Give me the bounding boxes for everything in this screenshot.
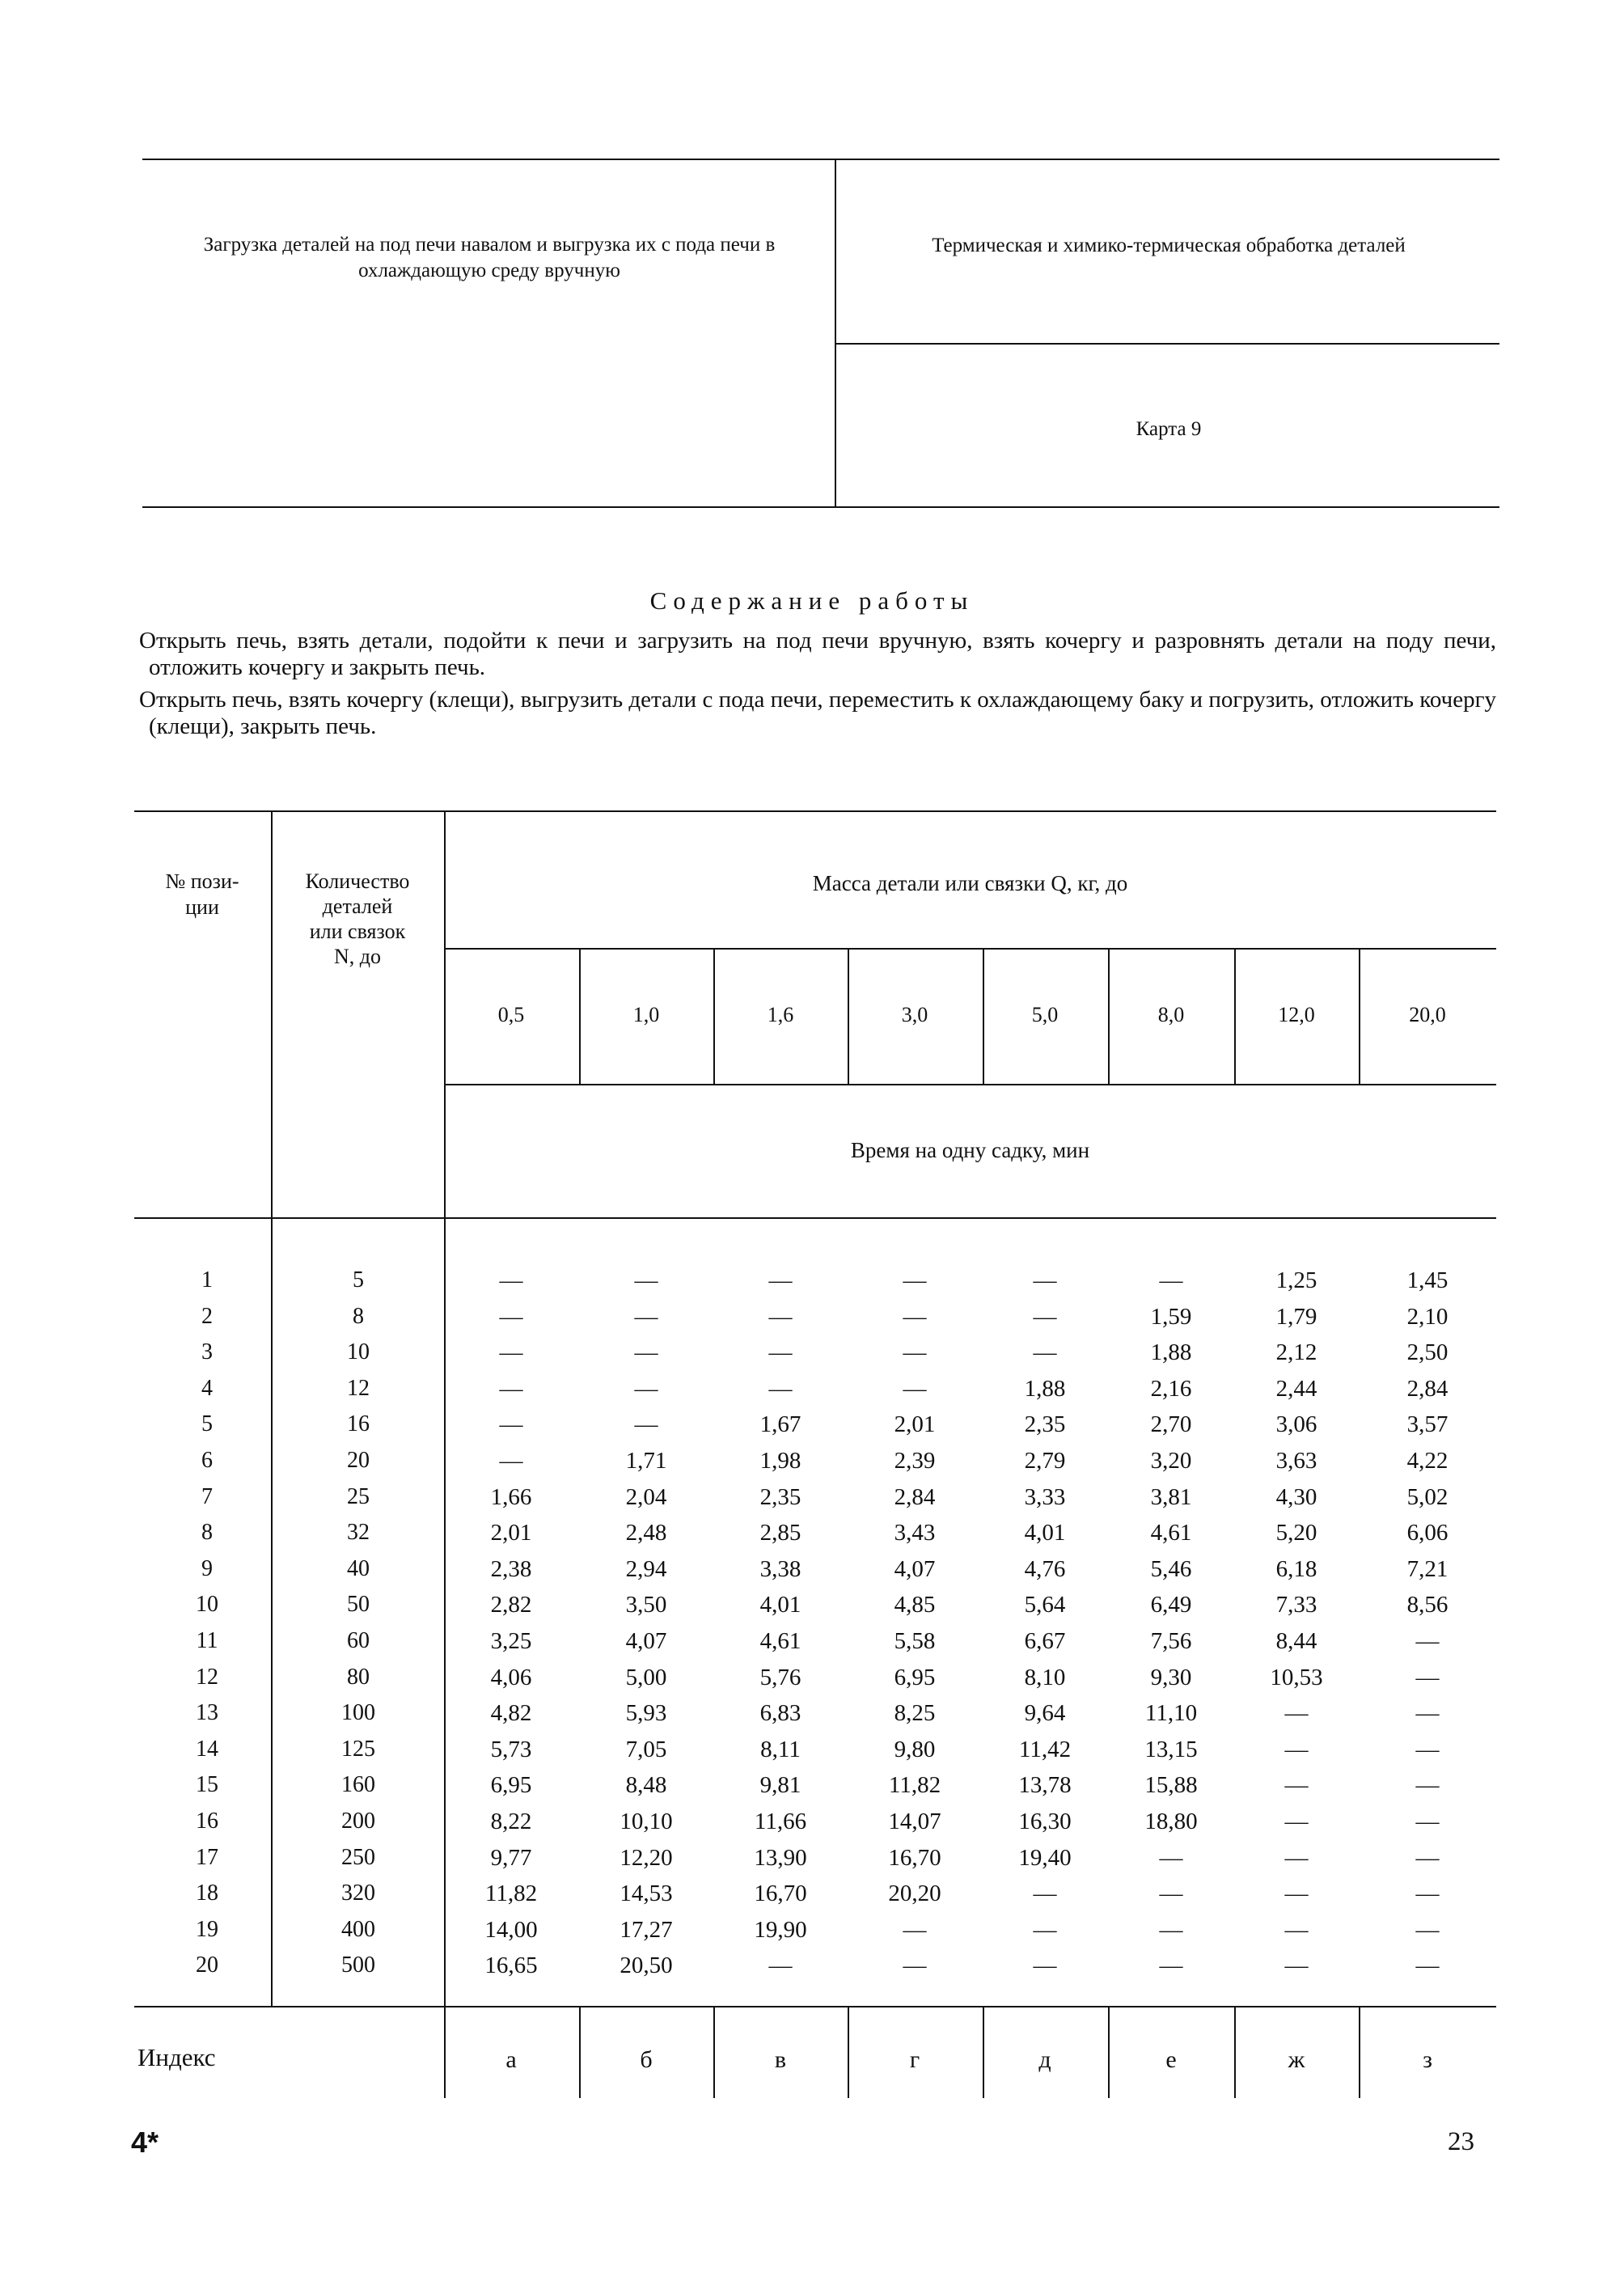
time-value-cell: 2,44 xyxy=(1275,1376,1317,1402)
time-value-cell: — xyxy=(1284,1952,1309,1978)
time-value-cell: 7,56 xyxy=(1150,1628,1192,1654)
row-position: 12 xyxy=(196,1665,218,1690)
row-position: 11 xyxy=(196,1628,218,1653)
time-value-cell: 3,33 xyxy=(1024,1484,1066,1510)
time-value-cell: 11,82 xyxy=(484,1881,538,1906)
time-value-cell: 2,16 xyxy=(1150,1376,1192,1402)
time-value-cell: 2,50 xyxy=(1406,1339,1448,1365)
time-value-cell: — xyxy=(634,1304,658,1330)
row-position: 5 xyxy=(201,1411,213,1436)
table-body-bottom-rule xyxy=(134,2006,1496,2007)
page-number: 23 xyxy=(1448,2127,1474,2156)
index-value: ж xyxy=(1288,2046,1305,2073)
time-value-cell: 20,20 xyxy=(888,1881,941,1906)
mass-col-divider xyxy=(848,948,849,1084)
time-header: Время на одну садку, мин xyxy=(850,1138,1090,1162)
time-value-cell: — xyxy=(499,1339,523,1365)
time-value-cell: 5,02 xyxy=(1406,1484,1448,1510)
row-position: 13 xyxy=(196,1700,218,1725)
time-value-cell: 2,35 xyxy=(1024,1411,1066,1437)
time-value-cell: 5,58 xyxy=(894,1628,936,1654)
time-value-cell: — xyxy=(1415,1917,1440,1943)
time-value-cell: 4,76 xyxy=(1024,1556,1066,1582)
time-value-cell: — xyxy=(1415,1809,1440,1834)
time-value-cell: 8,22 xyxy=(490,1809,532,1834)
mass-value: 3,0 xyxy=(901,1003,928,1026)
row-quantity: 40 xyxy=(347,1556,370,1581)
table-col-divider-1 xyxy=(271,810,273,2006)
time-value-cell: — xyxy=(768,1339,793,1365)
time-value-cell: 9,81 xyxy=(759,1772,801,1798)
time-value-cell: 9,30 xyxy=(1150,1665,1192,1690)
mass-col-divider xyxy=(713,948,715,1084)
row-position: 19 xyxy=(196,1917,218,1942)
time-value-cell: — xyxy=(1033,1339,1057,1365)
time-value-cell: 8,48 xyxy=(625,1772,667,1798)
time-value-cell: — xyxy=(499,1376,523,1402)
time-value-cell: 15,88 xyxy=(1144,1772,1198,1798)
time-value-cell: 2,01 xyxy=(894,1411,936,1437)
index-col-divider xyxy=(848,2006,849,2098)
time-value-cell: 6,83 xyxy=(759,1700,801,1726)
time-value-cell: 3,25 xyxy=(490,1628,532,1654)
time-value-cell: — xyxy=(1415,1737,1440,1762)
time-value-cell: — xyxy=(903,1304,927,1330)
header-top-rule xyxy=(142,159,1499,160)
index-col-divider xyxy=(713,2006,715,2098)
work-content-title: Содержание работы xyxy=(649,586,975,615)
row-position: 6 xyxy=(201,1448,213,1473)
time-value-cell: 16,70 xyxy=(888,1845,941,1871)
time-value-cell: 11,66 xyxy=(754,1809,807,1834)
time-value-cell: 2,12 xyxy=(1275,1339,1317,1365)
time-value-cell: 6,95 xyxy=(490,1772,532,1798)
header-left-text: Загрузка деталей на под печи навалом и выгрузка их с пода печи в охлаждающую среду вручную xyxy=(203,234,776,281)
row-position: 2 xyxy=(201,1304,213,1329)
index-value: в xyxy=(774,2046,787,2073)
time-value-cell: 9,77 xyxy=(490,1845,532,1871)
time-value-cell: — xyxy=(634,1339,658,1365)
time-value-cell: — xyxy=(1284,1917,1309,1943)
time-value-cell: 16,65 xyxy=(484,1952,538,1978)
time-value-cell: 3,81 xyxy=(1150,1484,1192,1510)
index-value: г xyxy=(909,2046,920,2073)
time-value-cell: — xyxy=(1159,1845,1183,1871)
row-quantity: 12 xyxy=(347,1376,370,1401)
row-position: 15 xyxy=(196,1772,218,1797)
time-value-cell: 8,10 xyxy=(1024,1665,1066,1690)
time-value-cell: — xyxy=(903,1267,927,1293)
row-quantity: 100 xyxy=(341,1700,375,1725)
time-value-cell: 1,79 xyxy=(1275,1304,1317,1330)
time-value-cell: 2,94 xyxy=(625,1556,667,1582)
time-value-cell: 5,00 xyxy=(625,1665,667,1690)
time-value-cell: — xyxy=(499,1411,523,1437)
time-value-cell: 5,76 xyxy=(759,1665,801,1690)
time-value-cell: 6,06 xyxy=(1406,1520,1448,1546)
row-position: 7 xyxy=(201,1484,213,1509)
time-value-cell: — xyxy=(768,1267,793,1293)
time-value-cell: — xyxy=(499,1304,523,1330)
row-quantity: 5 xyxy=(353,1267,364,1292)
time-value-cell: 1,71 xyxy=(625,1448,667,1474)
time-value-cell: 10,53 xyxy=(1270,1665,1323,1690)
time-value-cell: — xyxy=(903,1917,927,1943)
time-value-cell: 7,33 xyxy=(1275,1592,1317,1618)
mass-header: Масса детали или связки Q, кг, до xyxy=(812,871,1128,895)
mass-value: 1,0 xyxy=(632,1003,660,1026)
time-value-cell: — xyxy=(1415,1665,1440,1690)
time-value-cell: 5,46 xyxy=(1150,1556,1192,1582)
time-value-cell: 1,88 xyxy=(1024,1376,1066,1402)
time-value-cell: 4,22 xyxy=(1406,1448,1448,1474)
time-value-cell: 13,78 xyxy=(1018,1772,1072,1798)
row-quantity: 250 xyxy=(341,1845,375,1870)
row-quantity: 320 xyxy=(341,1881,375,1906)
time-value-cell: 8,11 xyxy=(760,1737,801,1762)
time-value-cell: — xyxy=(1415,1700,1440,1726)
time-value-cell: 5,20 xyxy=(1275,1520,1317,1546)
row-position: 1 xyxy=(201,1267,213,1292)
index-value: д xyxy=(1038,2046,1051,2073)
col-header-quantity: Количество деталей или связок N, до xyxy=(305,869,410,968)
row-quantity: 50 xyxy=(347,1592,370,1617)
time-value-cell: 4,61 xyxy=(759,1628,801,1654)
time-value-cell: 17,27 xyxy=(620,1917,673,1943)
time-value-cell: 19,40 xyxy=(1018,1845,1072,1871)
time-value-cell: 18,80 xyxy=(1144,1809,1198,1834)
time-value-cell: 2,82 xyxy=(490,1592,532,1618)
time-value-cell: 6,49 xyxy=(1150,1592,1192,1618)
time-value-cell: 14,07 xyxy=(888,1809,941,1834)
time-value-cell: 9,80 xyxy=(894,1737,936,1762)
time-value-cell: — xyxy=(499,1267,523,1293)
time-value-cell: — xyxy=(768,1952,793,1978)
time-value-cell: 20,50 xyxy=(620,1952,673,1978)
mass-value: 5,0 xyxy=(1031,1003,1059,1026)
row-quantity: 160 xyxy=(341,1772,375,1797)
row-quantity: 20 xyxy=(347,1448,370,1473)
mass-values-rule xyxy=(444,1084,1496,1085)
time-value-cell: 2,48 xyxy=(625,1520,667,1546)
time-value-cell: — xyxy=(1284,1700,1309,1726)
row-quantity: 125 xyxy=(341,1737,375,1762)
time-value-cell: 10,10 xyxy=(620,1809,673,1834)
time-value-cell: — xyxy=(634,1267,658,1293)
work-step-unloading: Открыть печь, взять кочергу (клещи), выгрузить детали с пода печи, переместить к охлаждающему баку и погрузить, отложить кочергу (клещи), закрыть печь. xyxy=(139,687,1496,739)
time-value-cell: 3,06 xyxy=(1275,1411,1317,1437)
time-value-cell: 6,95 xyxy=(894,1665,936,1690)
time-value-cell: 3,38 xyxy=(759,1556,801,1582)
time-value-cell: 1,98 xyxy=(759,1448,801,1474)
time-value-cell: 3,57 xyxy=(1406,1411,1448,1437)
time-value-cell: — xyxy=(1033,1267,1057,1293)
time-value-cell: — xyxy=(1415,1881,1440,1906)
time-value-cell: 6,67 xyxy=(1024,1628,1066,1654)
time-value-cell: — xyxy=(1415,1845,1440,1871)
time-value-cell: 1,67 xyxy=(759,1411,801,1437)
row-position: 8 xyxy=(201,1520,213,1545)
time-value-cell: 2,70 xyxy=(1150,1411,1192,1437)
row-quantity: 400 xyxy=(341,1917,375,1942)
time-value-cell: 3,43 xyxy=(894,1520,936,1546)
time-value-cell: 7,05 xyxy=(625,1737,667,1762)
card-label: Карта 9 xyxy=(1136,418,1202,440)
index-value: з xyxy=(1423,2046,1432,2073)
time-value-cell: 13,15 xyxy=(1144,1737,1198,1762)
mass-value: 1,6 xyxy=(767,1003,794,1026)
time-value-cell: 7,21 xyxy=(1406,1556,1448,1582)
time-value-cell: — xyxy=(1159,1881,1183,1906)
time-value-cell: 8,56 xyxy=(1406,1592,1448,1618)
time-value-cell: 2,84 xyxy=(1406,1376,1448,1402)
time-value-cell: 4,01 xyxy=(759,1592,801,1618)
index-value: б xyxy=(640,2046,653,2073)
header-bottom-rule xyxy=(142,506,1499,508)
time-value-cell: 11,82 xyxy=(888,1772,941,1798)
time-value-cell: — xyxy=(1284,1881,1309,1906)
time-value-cell: 4,30 xyxy=(1275,1484,1317,1510)
time-value-cell: 1,66 xyxy=(490,1484,532,1510)
time-value-cell: 9,64 xyxy=(1024,1700,1066,1726)
time-value-cell: 13,90 xyxy=(754,1845,807,1871)
index-col-divider xyxy=(579,2006,581,2098)
time-value-cell: 5,64 xyxy=(1024,1592,1066,1618)
time-value-cell: — xyxy=(1033,1917,1057,1943)
row-quantity: 32 xyxy=(347,1520,370,1545)
time-value-cell: 2,79 xyxy=(1024,1448,1066,1474)
time-value-cell: — xyxy=(1415,1772,1440,1798)
time-value-cell: — xyxy=(634,1411,658,1437)
index-value: е xyxy=(1165,2046,1177,2073)
time-value-cell: — xyxy=(1159,1917,1183,1943)
row-quantity: 60 xyxy=(347,1628,370,1653)
time-value-cell: — xyxy=(1033,1881,1057,1906)
row-quantity: 500 xyxy=(341,1952,375,1978)
time-value-cell: — xyxy=(1284,1737,1309,1762)
row-quantity: 200 xyxy=(341,1809,375,1834)
time-value-cell: — xyxy=(634,1376,658,1402)
time-value-cell: 2,84 xyxy=(894,1484,936,1510)
time-value-cell: 19,90 xyxy=(754,1917,807,1943)
time-value-cell: — xyxy=(768,1304,793,1330)
row-position: 9 xyxy=(201,1556,213,1581)
time-value-cell: 11,10 xyxy=(1144,1700,1198,1726)
time-value-cell: 2,38 xyxy=(490,1556,532,1582)
row-quantity: 80 xyxy=(347,1665,370,1690)
mass-value: 20,0 xyxy=(1409,1003,1446,1026)
time-value-cell: — xyxy=(1415,1952,1440,1978)
time-value-cell: — xyxy=(1284,1845,1309,1871)
mass-col-divider xyxy=(579,948,581,1084)
row-quantity: 10 xyxy=(347,1339,370,1364)
time-value-cell: 1,45 xyxy=(1406,1267,1448,1293)
header-section-title: Термическая и химико-термическая обработка деталей xyxy=(932,235,1406,256)
row-position: 17 xyxy=(196,1845,218,1870)
time-value-cell: 1,88 xyxy=(1150,1339,1192,1365)
time-value-cell: — xyxy=(768,1376,793,1402)
time-value-cell: 1,59 xyxy=(1150,1304,1192,1330)
time-value-cell: — xyxy=(903,1339,927,1365)
time-value-cell: 4,07 xyxy=(625,1628,667,1654)
index-label: Индекс xyxy=(137,2043,216,2071)
row-position: 3 xyxy=(201,1339,213,1364)
work-step-loading: Открыть печь, взять детали, подойти к печи и загрузить на под печи вручную, взять кочергу и разровнять детали на поду печи, отложить кочергу и закрыть печь. xyxy=(139,628,1496,680)
time-value-cell: — xyxy=(1415,1628,1440,1654)
time-value-cell: 2,04 xyxy=(625,1484,667,1510)
row-position: 16 xyxy=(196,1809,218,1834)
time-value-cell: 3,50 xyxy=(625,1592,667,1618)
time-value-cell: — xyxy=(1284,1809,1309,1834)
mass-value: 0,5 xyxy=(497,1003,525,1026)
time-value-cell: 1,25 xyxy=(1275,1267,1317,1293)
time-value-cell: 2,01 xyxy=(490,1520,532,1546)
signature-mark: 4* xyxy=(131,2126,159,2159)
row-quantity: 16 xyxy=(347,1411,370,1436)
mass-header-rule xyxy=(444,948,1496,950)
time-value-cell: 12,20 xyxy=(620,1845,673,1871)
row-position: 10 xyxy=(196,1592,218,1617)
row-quantity: 8 xyxy=(353,1304,364,1329)
time-value-cell: 4,61 xyxy=(1150,1520,1192,1546)
row-position: 20 xyxy=(196,1952,218,1978)
time-value-cell: — xyxy=(1284,1772,1309,1798)
table-top-rule xyxy=(134,810,1496,812)
time-value-cell: 5,93 xyxy=(625,1700,667,1726)
time-value-cell: 2,10 xyxy=(1406,1304,1448,1330)
row-position: 18 xyxy=(196,1881,218,1906)
time-value-cell: — xyxy=(499,1448,523,1474)
time-value-cell: 8,25 xyxy=(894,1700,936,1726)
mass-value: 12,0 xyxy=(1278,1003,1315,1026)
time-value-cell: 11,42 xyxy=(1018,1737,1072,1762)
time-value-cell: — xyxy=(1159,1952,1183,1978)
time-value-cell: 16,30 xyxy=(1018,1809,1072,1834)
time-value-cell: 4,01 xyxy=(1024,1520,1066,1546)
time-value-cell: 14,00 xyxy=(484,1917,538,1943)
table-header-bottom-rule xyxy=(134,1217,1496,1219)
row-position: 4 xyxy=(201,1376,213,1401)
table-col-divider-2 xyxy=(444,810,446,2098)
time-value-cell: — xyxy=(1033,1952,1057,1978)
time-value-cell: 14,53 xyxy=(620,1881,673,1906)
row-quantity: 25 xyxy=(347,1484,370,1509)
time-value-cell: 6,18 xyxy=(1275,1556,1317,1582)
time-value-cell: 4,82 xyxy=(490,1700,532,1726)
time-value-cell: — xyxy=(903,1376,927,1402)
mass-value: 8,0 xyxy=(1157,1003,1185,1026)
time-value-cell: — xyxy=(903,1952,927,1978)
time-value-cell: 2,35 xyxy=(759,1484,801,1510)
time-value-cell: 2,39 xyxy=(894,1448,936,1474)
header-divider xyxy=(835,159,836,506)
time-value-cell: 4,06 xyxy=(490,1665,532,1690)
time-value-cell: 4,85 xyxy=(894,1592,936,1618)
col-header-position: № пози- ции xyxy=(165,869,239,919)
time-value-cell: 2,85 xyxy=(759,1520,801,1546)
time-value-cell: 3,63 xyxy=(1275,1448,1317,1474)
time-value-cell: 8,44 xyxy=(1275,1628,1317,1654)
time-value-cell: 4,07 xyxy=(894,1556,936,1582)
time-value-cell: 3,20 xyxy=(1150,1448,1192,1474)
row-position: 14 xyxy=(196,1737,218,1762)
index-value: а xyxy=(505,2046,517,2073)
time-value-cell: 16,70 xyxy=(754,1881,807,1906)
time-value-cell: 5,73 xyxy=(490,1737,532,1762)
header-mid-rule xyxy=(835,343,1499,345)
time-value-cell: — xyxy=(1159,1267,1183,1293)
time-value-cell: — xyxy=(1033,1304,1057,1330)
